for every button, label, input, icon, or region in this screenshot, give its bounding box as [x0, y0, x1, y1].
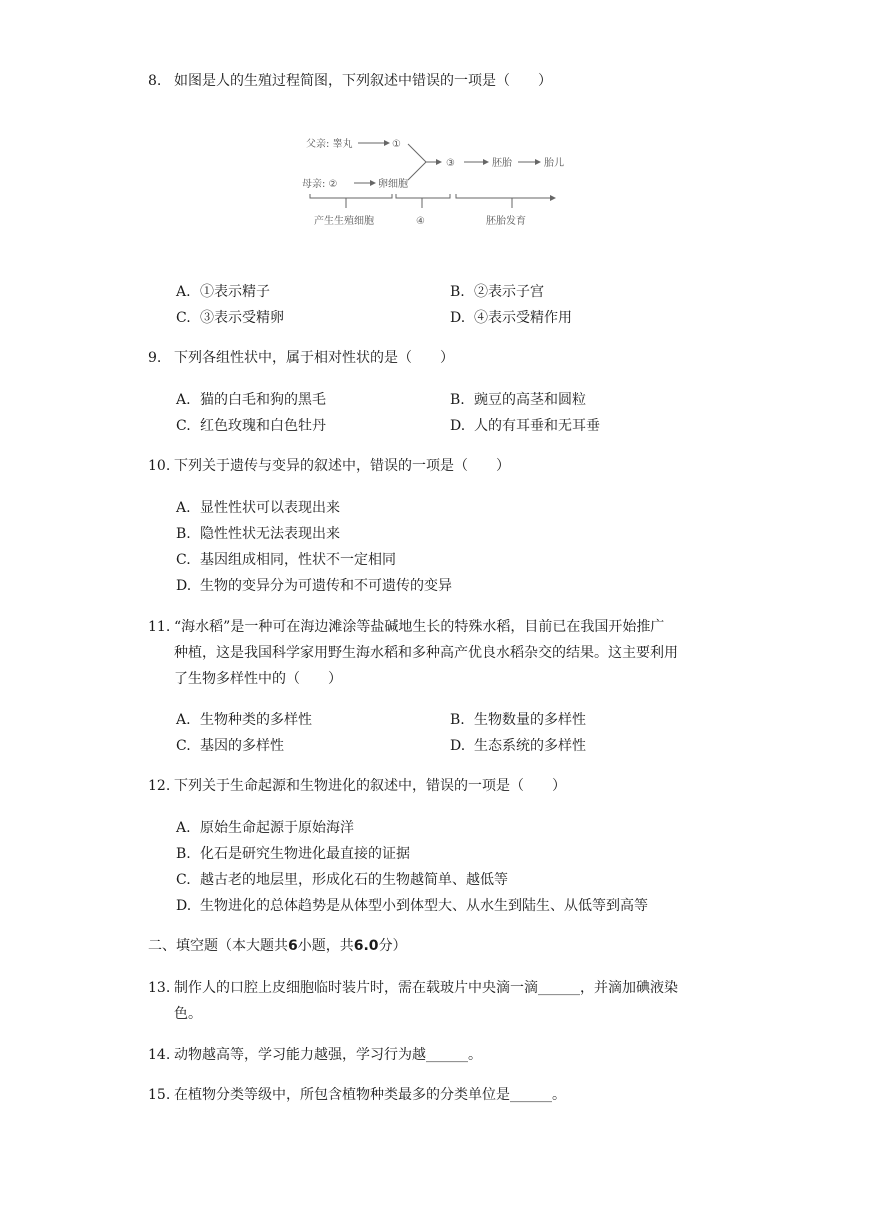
- question-number: 11.: [148, 619, 171, 635]
- figure-label-stage3: 胚胎发育: [486, 216, 526, 227]
- figure-label-mother: 母亲: ②: [302, 179, 338, 190]
- option-text: 生物的变异分为可遗传和不可遗传的变异: [200, 578, 452, 594]
- question-9: [148, 345, 728, 371]
- option-letter: D.: [450, 738, 466, 754]
- figure-label-stage2: ④: [416, 216, 425, 227]
- option-d: [450, 416, 600, 436]
- question-number: 14.: [148, 1047, 171, 1063]
- option-text: 生物进化的总体趋势是从体型小到体型大、从水生到陆生、从低等到高等: [200, 898, 648, 914]
- question-14: [148, 1042, 728, 1068]
- section-total-score: 6.0: [353, 938, 379, 954]
- option-text: 生态系统的多样性: [474, 738, 586, 754]
- question-11: [148, 614, 728, 692]
- option-a: [176, 498, 340, 518]
- option-text: 基因组成相同，性状不一定相同: [200, 552, 396, 568]
- option-text: 基因的多样性: [200, 738, 284, 754]
- option-text: ④表示受精作用: [474, 310, 572, 326]
- question-number: 15.: [148, 1087, 171, 1103]
- option-c: [176, 550, 396, 570]
- option-text: 化石是研究生物进化最直接的证据: [200, 846, 410, 862]
- option-d: [176, 576, 452, 596]
- question-stem-line-2: 色。: [174, 1006, 202, 1022]
- option-b: [450, 390, 586, 410]
- section-heading-prefix: 二、填空题（本大题共: [148, 938, 288, 954]
- question-stem: 动物越高等，学习能力越强，学习行为越______。: [174, 1047, 482, 1063]
- option-letter: B.: [450, 392, 465, 408]
- option-c: [176, 870, 508, 890]
- option-letter: C.: [176, 418, 191, 434]
- question-12: [148, 773, 728, 799]
- option-text: 人的有耳垂和无耳垂: [474, 418, 600, 434]
- option-letter: A.: [176, 392, 191, 408]
- option-a: [176, 818, 354, 838]
- option-text: 生物数量的多样性: [474, 712, 586, 728]
- figure-label-1: ①: [392, 139, 401, 150]
- question-stem-line-1: 制作人的口腔上皮细胞临时装片时，需在载玻片中央滴一滴______，并滴加碘液染: [174, 980, 678, 996]
- question-10: [148, 453, 728, 479]
- option-letter: B.: [450, 284, 465, 300]
- option-text: ③表示受精卵: [200, 310, 284, 326]
- section-heading-suffix: 分）: [378, 938, 407, 954]
- question-number: 9.: [148, 350, 162, 366]
- option-b: [176, 844, 410, 864]
- question-15: [148, 1082, 728, 1108]
- option-letter: A.: [176, 284, 191, 300]
- question-stem: 在植物分类等级中，所包含植物种类最多的分类单位是______。: [174, 1087, 566, 1103]
- option-a: [176, 282, 270, 302]
- option-text: 显性性状可以表现出来: [200, 500, 340, 516]
- question-stem: 如图是人的生殖过程简图，下列叙述中错误的一项是（ ）: [174, 73, 552, 89]
- option-text: 红色玫瑰和白色牡丹: [200, 418, 326, 434]
- question-8: [148, 68, 728, 94]
- figure-label-egg: 卵细胞: [378, 179, 408, 190]
- option-letter: A.: [176, 820, 191, 836]
- option-text: 猫的白毛和狗的黑毛: [200, 392, 326, 408]
- option-letter: B.: [450, 712, 465, 728]
- option-text: ①表示精子: [200, 284, 270, 300]
- option-letter: B.: [176, 526, 191, 542]
- option-text: ②表示子宫: [474, 284, 544, 300]
- question-number: 13.: [148, 980, 171, 996]
- question-number: 12.: [148, 778, 171, 794]
- question-number: 10.: [148, 458, 171, 474]
- section-question-count: 6: [288, 938, 298, 954]
- figure-label-stage1: 产生生殖细胞: [314, 216, 374, 227]
- question-stem-line-3: 了生物多样性中的（ ）: [174, 671, 342, 687]
- option-letter: C.: [176, 552, 191, 568]
- question-13: [148, 975, 728, 1027]
- option-c: [176, 736, 284, 756]
- option-letter: A.: [176, 712, 191, 728]
- question-stem: 下列关于遗传与变异的叙述中，错误的一项是（ ）: [174, 458, 510, 474]
- option-text: 生物种类的多样性: [200, 712, 312, 728]
- option-b: [176, 524, 340, 544]
- option-text: 越古老的地层里，形成化石的生物越简单、越低等: [200, 872, 508, 888]
- option-a: [176, 390, 326, 410]
- option-b: [450, 710, 586, 730]
- option-d: [450, 308, 572, 328]
- option-letter: C.: [176, 738, 191, 754]
- option-letter: A.: [176, 500, 191, 516]
- option-text: 豌豆的高茎和圆粒: [474, 392, 586, 408]
- option-letter: B.: [176, 846, 191, 862]
- option-letter: D.: [450, 310, 466, 326]
- option-letter: D.: [176, 898, 192, 914]
- option-d: [450, 736, 586, 756]
- option-a: [176, 710, 312, 730]
- option-text: 隐性性状无法表现出来: [200, 526, 340, 542]
- question-stem-line-1: “海水稻”是一种可在海边滩涂等盐碱地生长的特殊水稻，目前已在我国开始推广: [174, 619, 665, 635]
- question-stem: 下列关于生命起源和生物进化的叙述中，错误的一项是（ ）: [174, 778, 566, 794]
- section-heading-mid: 小题，共: [297, 938, 354, 954]
- reproduction-process-diagram: [300, 128, 590, 238]
- figure-label-fetus: 胎儿: [544, 158, 564, 169]
- option-letter: C.: [176, 872, 191, 888]
- option-c: [176, 308, 284, 328]
- figure-label-father: 父亲: 睾丸: [306, 139, 353, 150]
- section-heading: [148, 935, 407, 957]
- option-letter: C.: [176, 310, 191, 326]
- option-c: [176, 416, 326, 436]
- option-letter: D.: [450, 418, 466, 434]
- question-stem: 下列各组性状中，属于相对性状的是（ ）: [174, 350, 454, 366]
- figure-label-3: ③: [446, 158, 455, 169]
- question-number: 8.: [148, 73, 162, 89]
- option-d: [176, 896, 648, 916]
- option-letter: D.: [176, 578, 192, 594]
- question-stem-line-2: 种植，这是我国科学家用野生海水稻和多种高产优良水稻杂交的结果。这主要利用: [174, 645, 678, 661]
- figure-label-embryo: 胚胎: [492, 158, 512, 169]
- option-b: [450, 282, 544, 302]
- option-text: 原始生命起源于原始海洋: [200, 820, 354, 836]
